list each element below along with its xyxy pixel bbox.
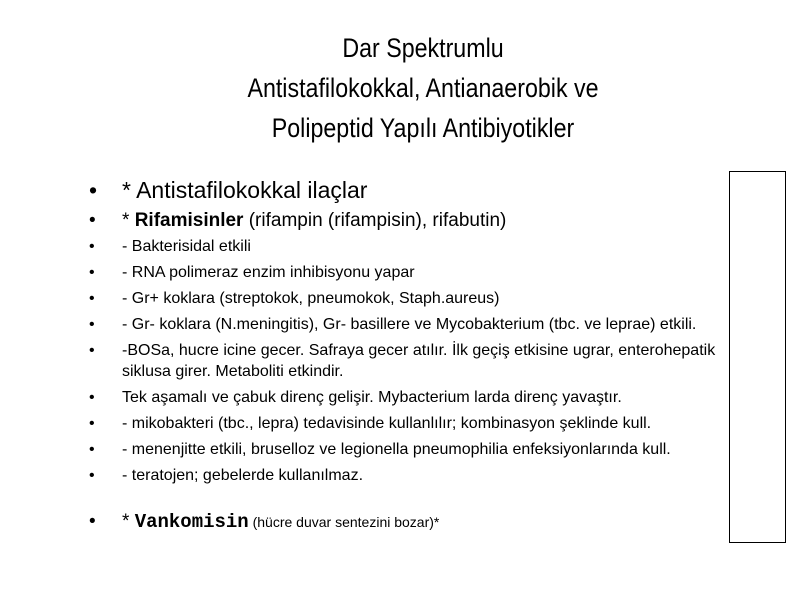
item-text: Tek aşamalı ve çabuk direnç gelişir. Mybacterium larda direnç yavaştır.	[122, 389, 622, 406]
title-line-2: Antistafilokokkal, Antianaerobik ve	[247, 73, 599, 103]
bullet-icon: •	[89, 177, 98, 203]
item-text: - Gr- koklara (N.meningitis), Gr- basillere ve Mycobakterium (tbc. ve leprae) etkili.	[122, 316, 697, 333]
list-item	[89, 208, 719, 234]
bullet-icon: •	[89, 290, 95, 307]
list-item	[89, 439, 719, 460]
bullet-icon: •	[89, 342, 95, 359]
list-item	[89, 288, 719, 309]
bullet-icon: •	[89, 441, 95, 458]
list-item	[89, 509, 719, 535]
list-item	[89, 413, 719, 434]
spacer	[89, 491, 719, 509]
list-item	[89, 387, 719, 408]
bullet-icon: •	[89, 389, 95, 406]
slide-title	[59, 28, 787, 148]
item-text: - mikobakteri (tbc., lepra) tedavisinde kullanlılır; kombinasyon şeklinde kull.	[122, 415, 652, 432]
title-line-1: Dar Spektrumlu	[342, 33, 504, 63]
item-text: - teratojen; gebelerde kullanılmaz.	[122, 467, 364, 484]
item-bold-term: Rifamisinler	[134, 210, 244, 231]
item-text: * Antistafilokokkal ilaçlar	[122, 177, 368, 203]
bullet-icon: •	[89, 415, 95, 432]
list-item	[89, 262, 719, 283]
item-text: - Bakterisidal etkili	[122, 238, 251, 255]
list-item	[89, 340, 719, 382]
list-item	[89, 236, 719, 257]
item-text: (hücre duvar sentezini bozar)*	[248, 514, 440, 530]
title-line-3: Polipeptid Yapılı Antibiyotikler	[271, 113, 575, 143]
list-item	[89, 465, 719, 486]
item-prefix: *	[122, 511, 135, 532]
bullet-icon: •	[89, 264, 95, 281]
bullet-icon: •	[89, 511, 96, 532]
item-bold-term: Vankomisin	[134, 511, 249, 533]
bullet-icon: •	[89, 210, 96, 231]
item-text: -BOSa, hucre icine gecer. Safraya gecer atılır. İlk geçiş etkisine ugrar, enterohepatik siklusa girer. Metaboliti etkindir.	[122, 342, 716, 380]
bullet-icon: •	[89, 467, 95, 484]
list-item	[89, 172, 719, 208]
item-text: - Gr+ koklara (streptokok, pneumokok, Staph.aureus)	[122, 290, 500, 307]
item-prefix: *	[122, 210, 135, 231]
bullet-list	[89, 172, 719, 537]
bullet-icon: •	[89, 238, 95, 255]
item-text: (rifampin (rifampisin), rifabutin)	[243, 210, 507, 231]
bullet-icon: •	[89, 316, 95, 333]
list-item	[89, 314, 719, 335]
item-text: - menenjitte etkili, bruselloz ve legionella pneumophilia enfeksiyonlarında kull.	[122, 441, 671, 458]
item-text: - RNA polimeraz enzim inhibisyonu yapar	[122, 264, 415, 281]
side-placeholder-box	[729, 171, 786, 543]
